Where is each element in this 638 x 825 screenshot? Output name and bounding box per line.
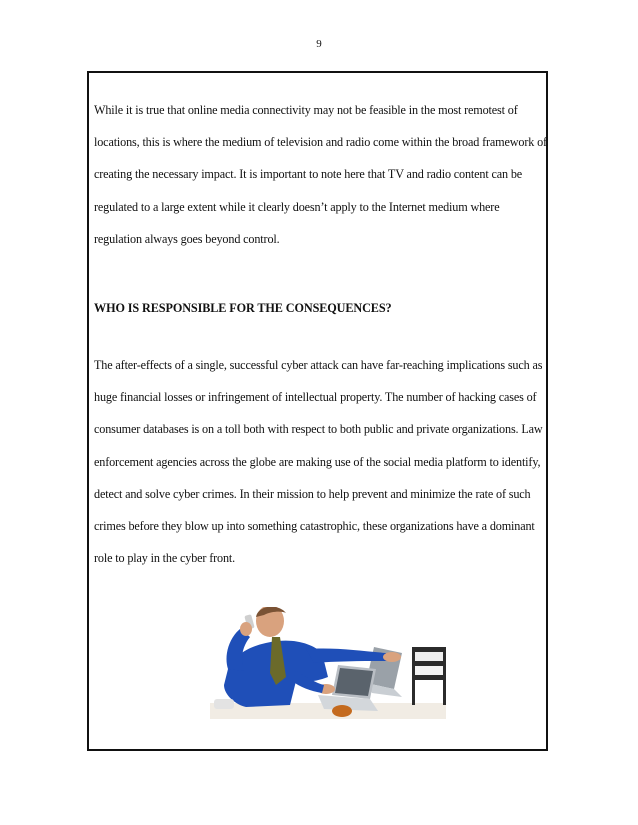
desk-item — [332, 705, 352, 717]
paragraph-consequences: The after-effects of a single, successful cyber attack can have far-reaching implications such as huge financial losses or infringement of intellectual property. The number of hacking cases of consumer databases is on a toll both with respect to both public and private organizations. Law enforcement agencies across the globe are making use of the social media platform to identify, detect and solve cyber crimes. In their mission to help prevent and minimize the rate of such crimes before they blow up into something catastrophic, these organizations have a dominant role to play in the cyber front. — [94, 358, 543, 566]
document-tray-icon — [412, 647, 446, 705]
desk-cup — [214, 699, 234, 709]
paragraph-intro: While it is true that online media connectivity may not be feasible in the most remotest of locations, this is where the medium of television and radio come within the broad framework of creating the necessary impact. It is important to note here that TV and radio content can be regulated to a large extent while it clearly doesn’t apply to the Internet medium where regulation always goes beyond control. — [94, 103, 547, 246]
section-heading: WHO IS RESPONSIBLE FOR THE CONSEQUENCES? — [94, 301, 392, 315]
busy-businessman-illustration — [206, 607, 450, 719]
page-number: 9 — [316, 38, 322, 50]
content-frame — [87, 71, 548, 751]
